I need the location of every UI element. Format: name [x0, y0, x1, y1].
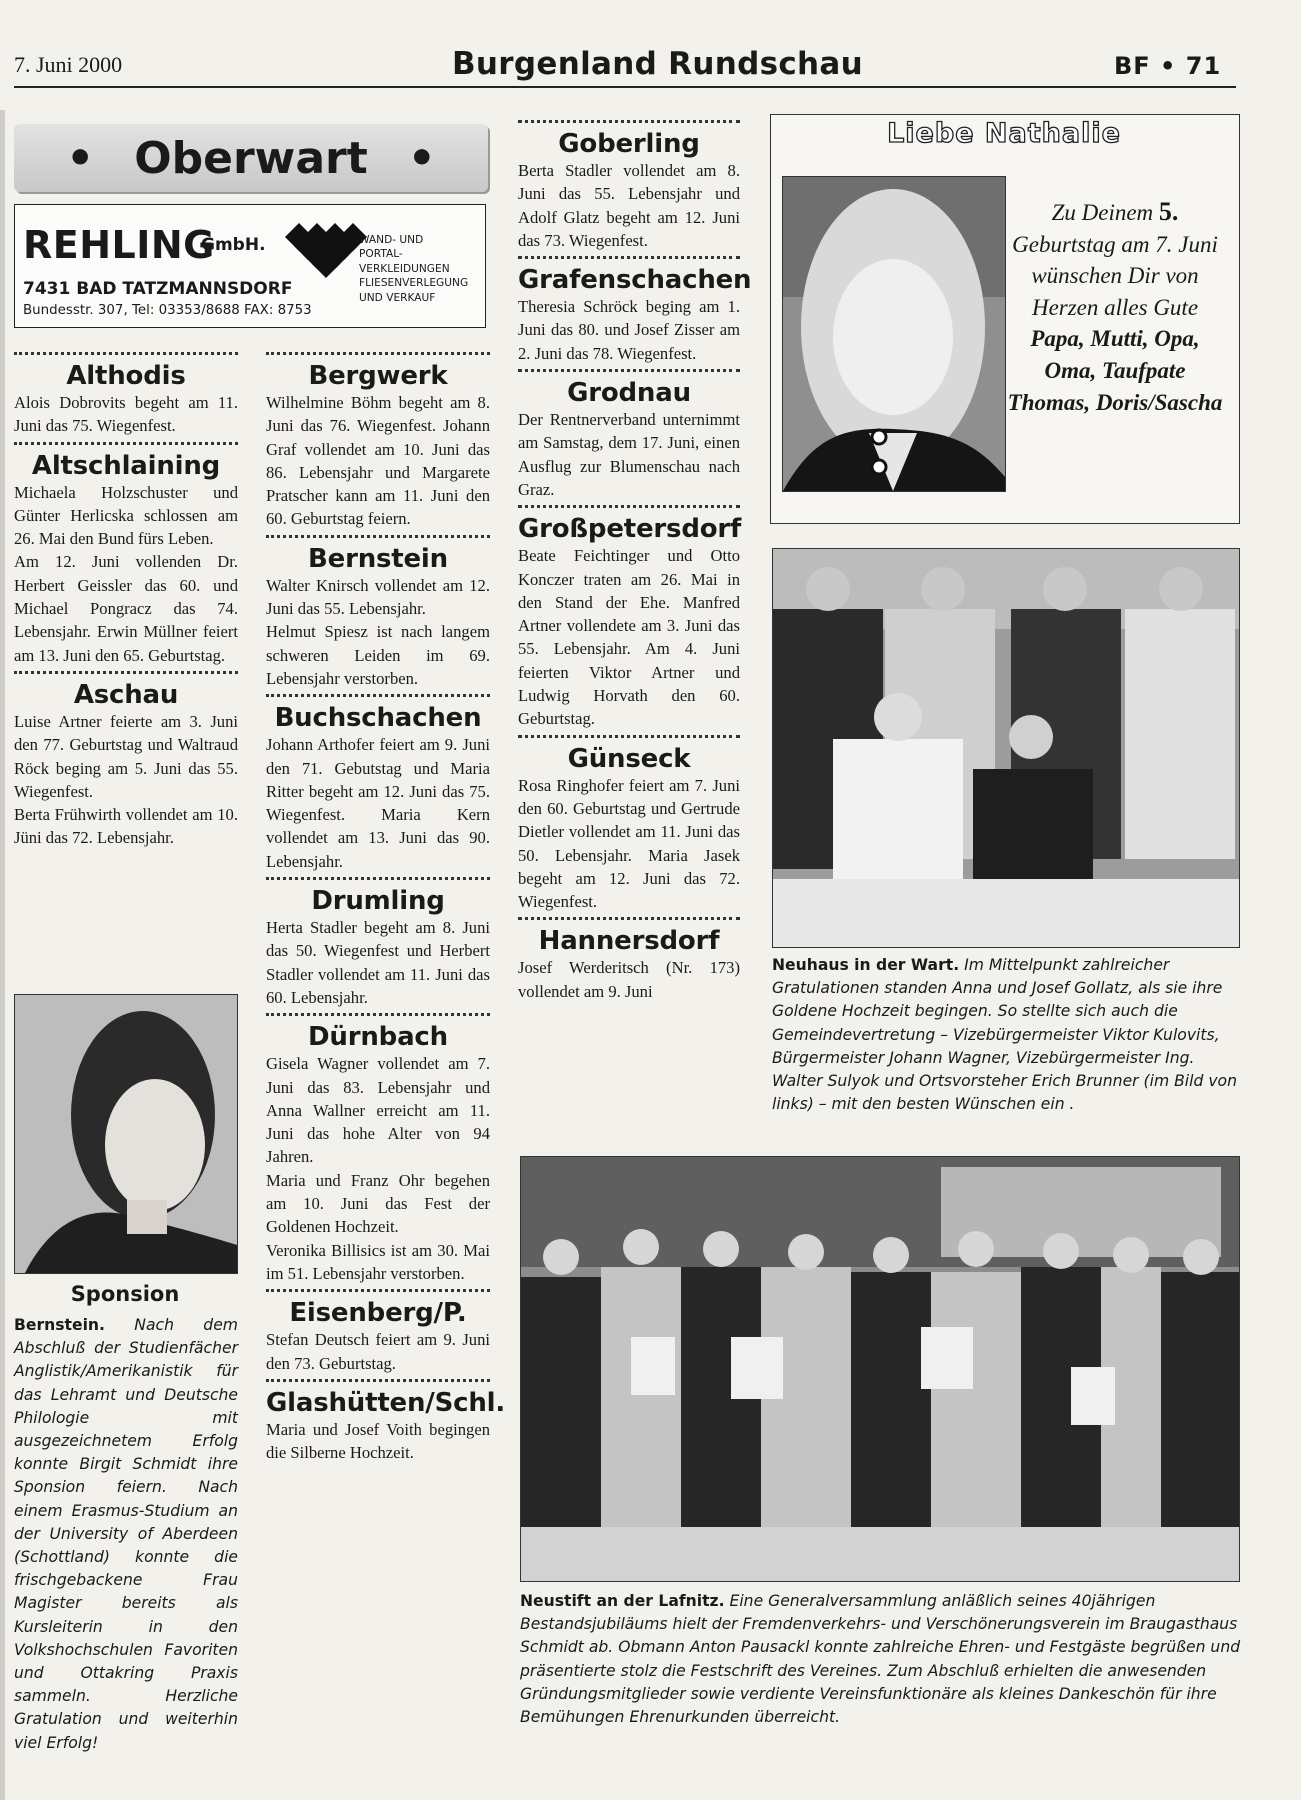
ad-company-suffix: GmbH. [201, 235, 266, 255]
region-name: Oberwart [134, 132, 368, 184]
notice-title: Grafenschachen [518, 265, 752, 296]
caption-neustift-lead: Neustift an der Lafnitz. [520, 1592, 725, 1610]
sponsion-lead: Bernstein. [14, 1316, 105, 1334]
notice-text: Johann Arthofer feiert am 9. Juni den 71. Gebutstag und Maria Ritter begeht am 12. Juni das 75. Wiegenfest. Maria Kern vollendet am 13. Juni das 90. Lebensjahr. [266, 735, 490, 871]
notice-altschlaining [14, 442, 238, 667]
notice-title: Dürnbach [308, 1022, 448, 1053]
golden-wedding-photo [772, 548, 1240, 948]
notice-text: Der Rentnerverband unternimmt am Samstag, dem 17. Juni, einen Ausflug zur Blumenschau nach Graz. [518, 410, 740, 499]
notice-title: Aschau [73, 679, 179, 710]
ad-logo-icon [285, 223, 367, 279]
association-photo [520, 1156, 1240, 1582]
greeting-title: Liebe Nathalie [887, 118, 1121, 149]
notice-text: Gisela Wagner vollendet am 7. Juni das 83. Lebensjahr und Anna Wallner erreicht am 11. Juni das hohe Alter von 94 Jahren. [266, 1054, 490, 1167]
greeting-names: Papa, Mutti, Opa, Oma, Taufpate Thomas, Doris/Sascha [1007, 326, 1223, 415]
notice-guenseck [518, 735, 740, 914]
sponsion-body: Nach dem Abschluß der Studienfächer Anglistik/Amerikanistik für das Lehramt und Deutsche Philologie mit ausgezeichnetem Erfolg konnte Birgit Schmidt ihre Sponsion feiern. Nach einem Erasmus-Studium an der University of Aberdeen (Schottland) konnte die frischgebackene Frau Magister bereits als Kursleiterin in den Volkshochschulen Favoriten und Ottakring Praxis sammeln. Herzliche Gratulation und weiterhin viel Erfolg! [14, 1316, 238, 1752]
notice-title: Buchschachen [274, 703, 482, 734]
notice-title: Grodnau [567, 378, 691, 409]
sponsion-title: Sponsion [70, 1282, 180, 1306]
greeting-line2: Geburtstag am 7. Juni wünschen Dir von Herzen alles Gute [1012, 231, 1218, 320]
portrait-image [15, 995, 237, 1273]
notice-duernbach [266, 1013, 490, 1285]
ad-address: Bundesstr. 307, Tel: 03353/8688 FAX: 8753 [23, 303, 312, 318]
column-3 [518, 120, 752, 1007]
rehling-advertisement [14, 204, 486, 328]
notice-text: Beate Feichtinger und Otto Konczer traten am 26. Mai in den Stand der Ehe. Manfred Artner vollendete am 3. Juni das 55. Lebensjahr. Am 4. Juni feierten Viktor Artner und Ludwig Horvath den 60. Geburtstag. [518, 546, 740, 729]
issue-date: 7. Juni 2000 [14, 52, 123, 77]
notice-text: Veronika Billisics ist am 30. Mai im 51. Lebensjahr verstorben. [266, 1240, 490, 1283]
banner-bullet-right: • [407, 132, 436, 184]
greeting-age: 5. [1158, 197, 1179, 226]
page-number: BF • 71 [1114, 52, 1222, 80]
notice-text: Berta Stadler vollendet am 8. Juni das 55. Lebensjahr und Adolf Glatz begeht am 12. Juni das 73. Wiegenfest. [518, 161, 740, 250]
ad-city: 7431 BAD TATZMANNSDORF [23, 279, 293, 299]
caption-neuhaus-text: Im Mittelpunkt zahlreicher Gratulationen standen Anna und Josef Gollatz, als sie ihre Goldene Hochzeit begingen. So stellte sich auch die Gemeindevertretung – Vizebürgermeister Viktor Kulovits, Bürgermeister Johann Wagner, Vizebürgermeister Ing. Walter Sulyok und Ortsvorsteher Erich Brunner (im Bild von links) – mit den besten Wünschen ein . [772, 956, 1237, 1114]
column-2 [266, 352, 506, 1468]
notice-text: Stefan Deutsch feiert am 9. Juni den 73. Geburtstag. [266, 1330, 490, 1373]
notice-title: Drumling [311, 886, 445, 917]
notice-text: Helmut Spiesz ist nach langem schweren Leiden im 69. Lebensjahr verstorben. [266, 622, 490, 688]
golden-wedding-image [773, 549, 1239, 947]
notice-text: Walter Knirsch vollendet am 12. Juni das 55. Lebensjahr. [266, 575, 490, 619]
greeting-text [1002, 196, 1228, 418]
caption-neuhaus-lead: Neuhaus in der Wart. [772, 956, 960, 974]
ad-company: REHLING [23, 223, 215, 267]
notice-text: Am 12. Juni vollenden Dr. Herbert Geissler das 60. und Michael Pongracz das 74. Lebensjahr. Erwin Müllner feiert am 13. Juni den 65. Geburtstag. [14, 552, 238, 665]
left-margin-shadow [0, 110, 5, 1800]
notice-hannersdorf [518, 917, 740, 1003]
caption-neustift-text: Eine Generalversammlung anläßlich seines 40jährigen Bestandsjubiläums hielt der Fremdenverkehrs- und Verschönerungsverein im Braugasthaus Schmidt ab. Obmann Anton Pausackl konnte zahlreiche Ehren- und Festgäste begrüßen und präsentierte stolz die Festschrift des Vereines. Zum Abschluß erhielten die anwesenden Gründungsmitglieder sowie verdiente Vereinsfunktionäre als kleines Dankeschön für ihre Bemühungen Ehrenurkunden überreicht. [520, 1592, 1241, 1727]
notice-text: Maria und Franz Ohr begehen am 10. Juni das Fest der Goldenen Hochzeit. [266, 1170, 490, 1237]
notice-title: Großpetersdorf [518, 514, 742, 545]
child-image [783, 177, 1005, 491]
notice-title: Bergwerk [308, 361, 448, 391]
association-image [521, 1157, 1239, 1581]
notice-text: Josef Werderitsch (Nr. 173) vollendet am 9. Juni [518, 958, 740, 1001]
notice-title: Hannersdorf [538, 926, 720, 957]
sponsion-text [14, 1314, 238, 1755]
notice-althodis [14, 352, 238, 438]
banner-bullet-left: • [66, 132, 95, 184]
notice-title: Althodis [66, 361, 186, 391]
notice-bergwerk [266, 352, 490, 531]
notice-text: Alois Dobrovits begeht am 11. Juni das 75. Wiegenfest. [14, 393, 238, 436]
notice-title: Bernstein [308, 543, 448, 574]
notice-title: Altschlaining [31, 450, 221, 481]
notice-grafenschachen [518, 256, 752, 365]
notice-text: Michaela Holzschuster und Günter Herlicska schlossen am 26. Mai den Bund fürs Leben. [14, 482, 238, 549]
region-banner [14, 124, 488, 192]
caption-neuhaus [772, 954, 1244, 1116]
notice-text: Theresia Schröck beging am 1. Juni das 80. und Josef Zisser am 2. Juni das 78. Wiegenfest. [518, 297, 740, 363]
notice-glashuetten [266, 1379, 506, 1465]
notice-grosspetersdorf [518, 505, 740, 730]
notice-eisenberg [266, 1289, 490, 1375]
ad-services: WAND- UND PORTAL- VERKLEIDUNGEN FLIESENVERLEGUNG UND VERKAUF [359, 234, 469, 304]
notice-title: Günseck [567, 743, 691, 774]
notice-text: Herta Stadler begeht am 8. Juni das 50. Wiegenfest und Herbert Stadler vollendet am 11. Juni das 60. Lebensjahr. [266, 918, 490, 1007]
caption-neustift [520, 1590, 1244, 1729]
header-rule [14, 86, 1236, 88]
notice-title: Glashütten/Schl. [266, 1387, 506, 1418]
notice-aschau [14, 671, 238, 850]
newspaper-title: Burgenland Rundschau [452, 46, 863, 82]
notice-drumling [266, 877, 490, 1009]
notice-title: Eisenberg/P. [289, 1298, 467, 1329]
notice-text: Berta Frühwirth vollendet am 10. Jüni das 72. Lebensjahr. [14, 805, 238, 848]
notice-grodnau [518, 369, 740, 501]
child-photo [782, 176, 1006, 492]
notice-goberling [518, 120, 740, 252]
greeting-line1: Zu Deinem [1051, 200, 1154, 225]
notice-text: Maria und Josef Voith begingen die Silberne Hochzeit. [266, 1419, 490, 1463]
notice-text: Luise Artner feierte am 3. Juni den 77. Geburtstag und Waltraud Röck beging am 5. Juni das 55. Wiegenfest. [14, 711, 238, 801]
notice-title: Goberling [558, 129, 700, 159]
notice-buchschachen [266, 694, 490, 873]
notice-text: Rosa Ringhofer feiert am 7. Juni den 60. Geburtstag und Gertrude Dietler vollendet am 11. Juni das 50. Lebensjahr. Maria Jasek begeht am 12. Juni das 72. Wiegenfest. [518, 775, 740, 912]
portrait-photo [14, 994, 238, 1274]
notice-bernstein [266, 535, 490, 690]
column-1 [14, 352, 238, 854]
notice-text: Wilhelmine Böhm begeht am 8. Juni das 76. Wiegenfest. Johann Graf vollendet am 10. Juni das 86. Lebensjahr und Margarete Pratscher kann am 11. Juni den 60. Geburtstag feiern. [266, 393, 490, 529]
